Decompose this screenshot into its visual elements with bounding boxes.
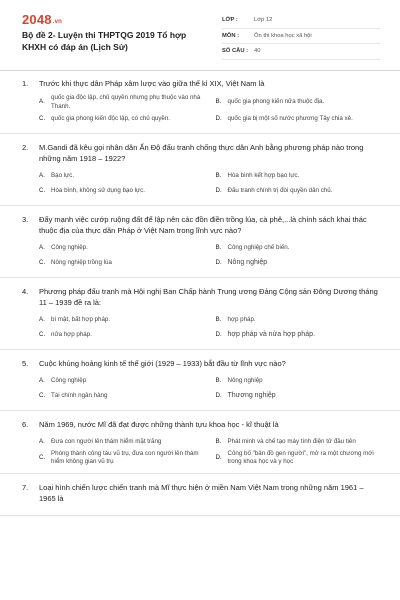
option-letter: C. xyxy=(39,391,46,399)
answer-option[interactable] xyxy=(39,184,206,199)
document-meta xyxy=(222,13,380,60)
option-text: bí mật, bất hợp pháp. xyxy=(51,315,111,323)
answer-options xyxy=(22,374,382,404)
option-text: Nông nghiệp trồng lúa xyxy=(51,258,112,266)
question-header xyxy=(22,286,382,308)
answer-option[interactable] xyxy=(39,435,206,450)
option-text: quốc gia phong kiến nửa thuộc địa. xyxy=(227,98,325,106)
question-header xyxy=(22,482,382,504)
meta-row xyxy=(222,44,380,60)
answer-option[interactable] xyxy=(216,374,383,389)
option-text: quốc gia phong kiến độc lập, có chủ quyền. xyxy=(51,114,171,122)
option-letter: A. xyxy=(39,98,45,106)
logo-suffix: .vn xyxy=(52,19,63,25)
meta-row xyxy=(222,13,380,29)
option-letter: B. xyxy=(215,98,222,106)
answer-option[interactable] xyxy=(39,389,206,404)
answer-option[interactable] xyxy=(39,256,206,271)
option-letter: B. xyxy=(215,376,222,384)
question-number: 4. xyxy=(22,286,29,296)
answer-option[interactable] xyxy=(216,328,383,343)
option-text: quốc gia bị một số nước phương Tây chia xẻ. xyxy=(227,114,353,122)
option-letter: A. xyxy=(39,243,45,251)
document-title: Bộ đề 2- Luyện thi THPTQG 2019 Tổ hợp KHXH có đáp án (Lịch Sử) xyxy=(22,30,187,52)
answer-option[interactable] xyxy=(39,169,206,184)
answer-option[interactable] xyxy=(39,328,206,343)
option-text: Công bố "bản đồ gen người", mở ra một chương mới trong khoa học và y học xyxy=(227,449,374,466)
question-list xyxy=(0,70,400,516)
option-text: Hòa bình kết hợp bạo lực. xyxy=(227,171,300,179)
answer-option[interactable] xyxy=(216,435,383,450)
meta-value: 40 xyxy=(254,48,261,55)
question-header xyxy=(22,78,382,89)
question-number: 3. xyxy=(22,214,29,224)
option-text: Công nghiệp. xyxy=(51,243,88,251)
site-logo[interactable] xyxy=(22,12,62,27)
answer-option[interactable] xyxy=(216,313,383,328)
option-letter: C. xyxy=(39,114,46,122)
question-number: 2. xyxy=(22,142,29,152)
option-text: Nông nghiệp xyxy=(227,258,268,266)
option-text: Nông nghiệp xyxy=(227,376,263,384)
option-text: Hòa bình, không sử dụng bạo lực. xyxy=(51,186,145,194)
option-letter: C. xyxy=(39,258,46,266)
answer-options xyxy=(22,435,382,468)
option-letter: A. xyxy=(39,376,45,384)
answer-option[interactable] xyxy=(39,313,206,328)
answer-option[interactable] xyxy=(39,94,206,112)
question-block xyxy=(0,474,400,516)
answer-option[interactable] xyxy=(39,241,206,256)
answer-options xyxy=(22,94,382,127)
option-letter: D. xyxy=(215,114,222,122)
answer-option[interactable] xyxy=(216,256,383,271)
question-text: Năm 1969, nước Mĩ đã đạt được những thành tựu khoa học - kĩ thuật là xyxy=(39,419,279,429)
option-letter: D. xyxy=(215,186,222,194)
meta-row xyxy=(222,29,380,45)
answer-option[interactable] xyxy=(216,94,383,112)
option-text: Tài chính ngân hàng xyxy=(51,391,108,399)
question-block xyxy=(0,70,400,134)
question-text: M.Gandi đã kêu gọi nhân dân Ấn Độ đấu tranh chống thực dân Anh bằng phương pháp nào trong những năm 1918 – 1922? xyxy=(39,142,364,163)
option-text: Phát minh và chế tạo máy tính điện tử đầu tiên xyxy=(227,437,356,445)
option-letter: B. xyxy=(215,171,222,179)
option-text: Phóng thành công tàu vũ trụ, đưa con người lên thám hiểm không gian vũ trụ xyxy=(51,449,199,466)
answer-option[interactable] xyxy=(39,374,206,389)
option-text: Đưa con người lên thám hiểm mặt trăng xyxy=(51,437,162,445)
question-block xyxy=(0,411,400,475)
question-text: Cuộc khủng hoảng kinh tế thế giới (1929 – 1933) bắt đầu từ lĩnh vực nào? xyxy=(39,358,286,368)
meta-label: LỚP : xyxy=(222,17,238,24)
option-letter: D. xyxy=(215,258,222,266)
answer-options xyxy=(22,169,382,199)
question-block xyxy=(0,278,400,350)
option-letter: B. xyxy=(215,315,222,323)
question-header xyxy=(22,142,382,164)
option-letter: D. xyxy=(215,330,222,338)
answer-options xyxy=(22,313,382,343)
question-number: 6. xyxy=(22,419,29,429)
meta-value: Ôn thi khoa học xã hội xyxy=(254,32,312,39)
option-letter: C. xyxy=(39,453,46,461)
option-letter: C. xyxy=(39,330,46,338)
logo-text: 2048 xyxy=(22,12,52,27)
answer-option[interactable] xyxy=(216,389,383,404)
answer-option[interactable] xyxy=(39,450,206,468)
option-text: hợp pháp và nửa hợp pháp. xyxy=(227,330,315,338)
option-text: Thương nghiệp xyxy=(227,391,276,399)
document-header xyxy=(0,0,400,71)
question-number: 7. xyxy=(22,483,29,493)
answer-option[interactable] xyxy=(216,241,383,256)
answer-option[interactable] xyxy=(39,112,206,127)
meta-label: MÔN : xyxy=(222,32,240,39)
option-letter: A. xyxy=(39,171,45,179)
answer-option[interactable] xyxy=(216,184,383,199)
answer-options xyxy=(22,241,382,271)
option-letter: B. xyxy=(215,243,222,251)
question-block xyxy=(0,134,400,206)
option-text: hợp pháp. xyxy=(227,315,256,323)
option-text: nửa hợp pháp. xyxy=(51,330,92,338)
question-text: Loại hình chiến lược chiến tranh mà Mĩ thực hiện ở miền Nam Việt Nam trong những năm 1961 – 1965 là xyxy=(39,483,364,504)
option-letter: D. xyxy=(215,453,222,461)
question-header xyxy=(22,214,382,236)
option-text: Công nghiệp xyxy=(51,376,87,384)
meta-value: Lớp 12 xyxy=(254,17,273,24)
question-block xyxy=(0,206,400,278)
question-text: Đẩy mạnh việc cướp ruộng đất để lập nên các đồn điền trồng lúa, cà phê,...là chính sách khai thác thuộc địa của thực dân Pháp ở Việt Nam trong lĩnh vực nào? xyxy=(39,214,367,235)
meta-label: SỐ CÂU : xyxy=(222,48,249,55)
option-letter: B. xyxy=(215,437,222,445)
question-text: Phương pháp đấu tranh mà Hội nghị Ban Chấp hành Trung ương Đảng Cộng sản Đông Dương tháng 11 – 1939 đề ra là: xyxy=(39,286,378,307)
answer-option[interactable] xyxy=(216,112,383,127)
question-header xyxy=(22,419,382,430)
option-text: Công nghiệp chế biến. xyxy=(227,243,290,251)
question-number: 5. xyxy=(22,358,29,368)
option-letter: C. xyxy=(39,186,46,194)
question-header xyxy=(22,358,382,369)
question-text: Trước khi thực dân Pháp xâm lược vào giữa thế kỉ XIX, Việt Nam là xyxy=(39,79,265,88)
option-text: Bạo lực. xyxy=(51,171,75,179)
option-letter: A. xyxy=(39,315,45,323)
question-block xyxy=(0,350,400,411)
answer-option[interactable] xyxy=(216,450,383,468)
question-number: 1. xyxy=(22,79,29,88)
option-letter: D. xyxy=(215,391,222,399)
option-letter: A. xyxy=(39,437,45,445)
option-text: quốc gia độc lập, chủ quyền nhưng phụ thuộc vào nhà Thanh. xyxy=(51,94,201,110)
answer-option[interactable] xyxy=(216,169,383,184)
option-text: Đấu tranh chính trị đòi quyền dân chủ. xyxy=(227,186,333,194)
